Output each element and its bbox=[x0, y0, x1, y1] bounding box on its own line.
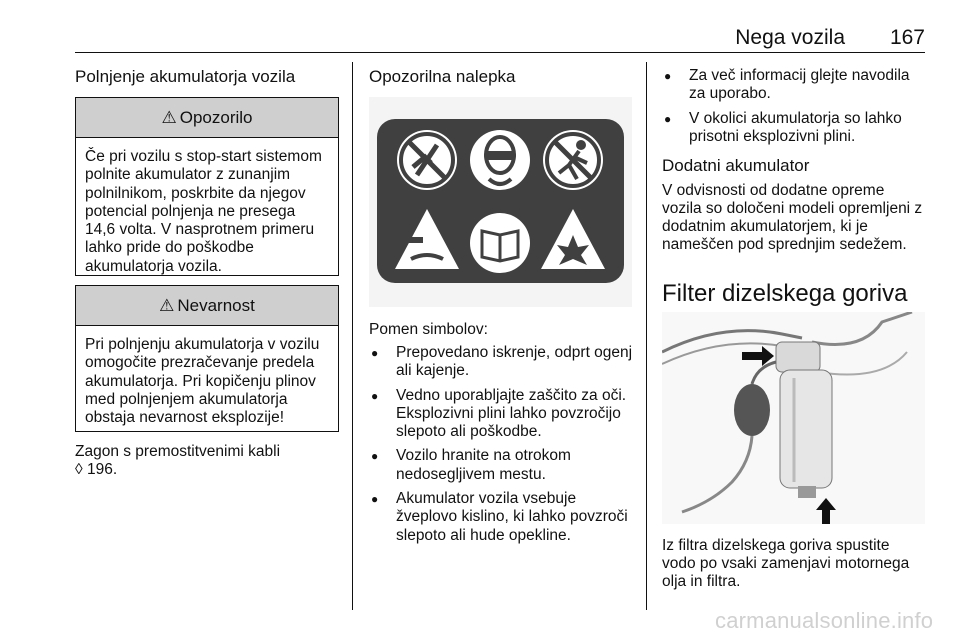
list-item: ● V okolici akumulatorja so lahko prisotni eksplozivni plini. bbox=[662, 110, 927, 147]
jump-start-link[interactable] bbox=[75, 461, 339, 479]
jump-start-page: 196. bbox=[86, 461, 118, 478]
warning-box-text: Če pri vozilu s stop-start sistemom polnite akumulator z zunanjim polnilnikom, poskrbite da njegov potencial polnjenja ne presega 14,6 volta. V nasprotnem primeru lahko pride do poškodbe akumulatorja vozila. bbox=[85, 148, 322, 275]
list-item: ● Za več informacij glejte navodila za uporabo. bbox=[662, 67, 927, 104]
diesel-filter-heading: Filter dizelskega goriva bbox=[662, 280, 908, 307]
list-item: ● Akumulator vozila vsebuje žveplovo kislino, ki lahko povzroči slepoto ali hude opekline. bbox=[369, 490, 637, 545]
warning-box-header bbox=[76, 98, 338, 138]
warning-triangle-icon: ⚠ bbox=[159, 295, 175, 315]
warning-triangle-icon: ⚠ bbox=[161, 107, 177, 127]
danger-box-title: Nevarnost bbox=[177, 295, 255, 315]
keep-away-children-icon bbox=[543, 130, 603, 190]
symbols-intro: Pomen simbolov: bbox=[369, 321, 488, 338]
jump-start-reference bbox=[75, 443, 339, 479]
list-item: ● Prepovedano iskrenje, odprt ogenj ali kajenje. bbox=[369, 344, 637, 381]
warning-label-heading: Opozorilna nalepka bbox=[369, 67, 516, 86]
auxiliary-battery-heading: Dodatni akumulator bbox=[662, 156, 810, 175]
list-item: ● Vedno uporabljajte zaščito za oči. Eksplozivni plini lahko povzročijo slepoto ali poškodbe. bbox=[369, 387, 637, 442]
hand-primer-bulb bbox=[734, 384, 770, 436]
danger-box-text: Pri polnjenju akumulatorja v vozilu omogočite prezračevanje predela akumulatorja. Pri kopičenju plinov med polnjenjem akumulatorja obstaja nevarnost eksplozije! bbox=[85, 336, 320, 427]
fuel-filter-figure bbox=[662, 312, 925, 524]
diesel-filter-text: Iz filtra dizelskega goriva spustite vodo po vsaki zamenjavi motornega olja in filtra. bbox=[662, 537, 910, 590]
warning-box bbox=[75, 97, 339, 276]
danger-box-header bbox=[76, 286, 338, 326]
column-divider-2 bbox=[646, 62, 647, 610]
drain-plug bbox=[798, 486, 816, 498]
list-item: ● Vozilo hranite na otrokom nedosegljivem mestu. bbox=[369, 447, 637, 484]
warning-label-figure bbox=[369, 97, 632, 307]
arrow-up-icon bbox=[816, 498, 836, 524]
battery-charging-heading: Polnjenje akumulatorja vozila bbox=[75, 67, 296, 86]
eye-protection-icon bbox=[470, 130, 530, 190]
symbols-list bbox=[369, 344, 637, 551]
symbols-list-continued bbox=[662, 67, 927, 152]
danger-box bbox=[75, 285, 339, 432]
no-fire-icon bbox=[397, 130, 457, 190]
auxiliary-battery-text: V odvisnosti od dodatne opreme vozila so določeni modeli opremljeni z dodatnim akumulatorjem, ki je nameščen pod sprednjim sedežem. bbox=[662, 182, 923, 253]
page-number: 167 bbox=[889, 26, 925, 49]
warning-box-title: Opozorilo bbox=[179, 107, 253, 127]
watermark: carmanualsonline.info bbox=[715, 608, 934, 633]
page-section-title: Nega vozila bbox=[735, 26, 845, 49]
header-rule bbox=[75, 52, 925, 53]
read-manual-icon bbox=[470, 213, 530, 273]
jump-start-text: Zagon s premostitvenimi kabli bbox=[75, 443, 281, 460]
column-divider-1 bbox=[352, 62, 353, 610]
page-ref-icon: ◊ bbox=[75, 461, 83, 478]
